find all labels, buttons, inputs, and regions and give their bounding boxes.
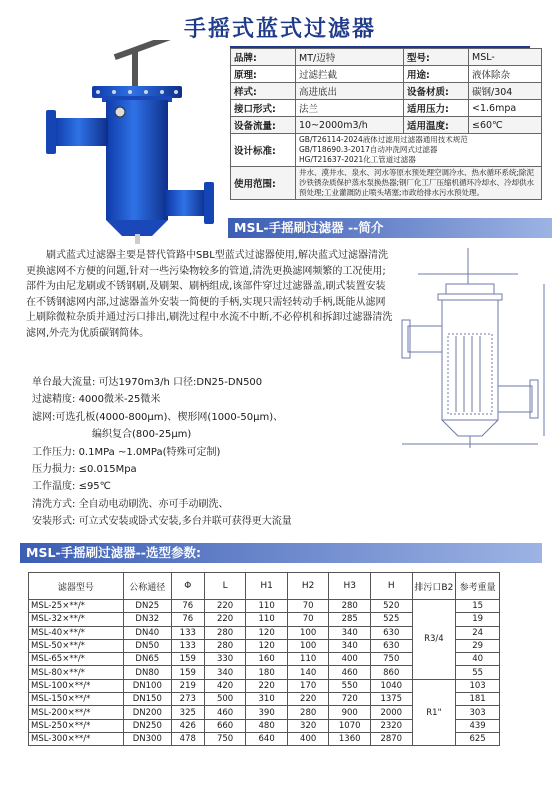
table-cell: DN65 xyxy=(123,653,171,666)
table-row xyxy=(29,679,500,692)
param-row xyxy=(32,391,412,408)
table-cell: 330 xyxy=(204,653,246,666)
table-cell: 220 xyxy=(246,679,288,692)
table-cell: 340 xyxy=(329,639,371,652)
param-key: 单台最大流量: xyxy=(32,377,96,388)
column-header: H1 xyxy=(246,573,288,600)
model-cell: MSL-250×**/* xyxy=(29,719,124,732)
table-cell: 478 xyxy=(171,732,204,745)
spec-row xyxy=(231,117,542,134)
weight-cell: 24 xyxy=(456,626,500,639)
spec-row xyxy=(231,100,542,117)
param-value: 可立式安装或卧式安装,多台并联可获得更大流量 xyxy=(78,516,292,528)
spec-key: 适用温度: xyxy=(404,117,469,134)
table-cell: 170 xyxy=(287,679,329,692)
table-cell: 120 xyxy=(246,639,288,652)
table-cell: DN250 xyxy=(123,719,171,732)
param-key: 过滤精度: xyxy=(32,394,76,406)
filter-product-image xyxy=(14,40,224,245)
spec-row xyxy=(231,49,542,66)
param-row xyxy=(32,496,412,513)
page-title: 手摇式蓝式过滤器 xyxy=(183,17,376,42)
param-value: 4000微米-25微米 xyxy=(78,394,161,406)
param-value: 编织复合(800-25μm) xyxy=(92,429,192,441)
param-row xyxy=(32,478,412,495)
weight-cell: 625 xyxy=(456,732,500,745)
spec-value: ≤60℃ xyxy=(469,117,542,134)
table-cell: 400 xyxy=(329,653,371,666)
table-cell: DN150 xyxy=(123,693,171,706)
table-cell: 159 xyxy=(171,653,204,666)
table-cell: 520 xyxy=(370,600,412,613)
table-cell: 325 xyxy=(171,706,204,719)
column-header: 公称通径 xyxy=(123,573,171,600)
table-cell: 390 xyxy=(246,706,288,719)
table-cell: 2870 xyxy=(370,732,412,745)
column-header: H2 xyxy=(287,573,329,600)
table-cell: 110 xyxy=(246,600,288,613)
table-cell: 640 xyxy=(246,732,288,745)
model-cell: MSL-40×**/* xyxy=(29,626,124,639)
spec-key: 品牌: xyxy=(231,49,296,66)
spec-row xyxy=(231,66,542,83)
table-cell: DN200 xyxy=(123,706,171,719)
table-cell: 280 xyxy=(287,706,329,719)
param-value: ≤0.015Mpa xyxy=(78,464,137,476)
table-cell: 70 xyxy=(287,613,329,626)
param-key: 工作压力: xyxy=(32,446,76,458)
table-cell: 133 xyxy=(171,626,204,639)
column-header: H xyxy=(370,573,412,600)
table-cell: 219 xyxy=(171,679,204,692)
spec-value: 过滤拦截 xyxy=(296,66,404,83)
param-row xyxy=(32,374,412,391)
spec-key: 样式: xyxy=(231,83,296,100)
table-cell: 220 xyxy=(204,600,246,613)
table-header-row xyxy=(29,573,500,600)
table-cell: 460 xyxy=(329,666,371,679)
table-cell: 525 xyxy=(370,613,412,626)
table-cell: 2000 xyxy=(370,706,412,719)
table-cell: 285 xyxy=(329,613,371,626)
spec-key: 设备流量: xyxy=(231,117,296,134)
spec-key: 使用范围: xyxy=(231,167,296,200)
spec-key: 设计标准: xyxy=(231,134,296,167)
table-cell: 280 xyxy=(204,626,246,639)
weight-cell: 55 xyxy=(456,666,500,679)
model-cell: MSL-100×**/* xyxy=(29,679,124,692)
model-cell: MSL-65×**/* xyxy=(29,653,124,666)
table-cell: 500 xyxy=(204,693,246,706)
spec-value: MT/迈特 xyxy=(296,49,404,66)
model-cell: MSL-200×**/* xyxy=(29,706,124,719)
param-key: 滤网: xyxy=(32,411,56,423)
table-cell: 110 xyxy=(287,653,329,666)
table-cell: 110 xyxy=(246,613,288,626)
column-header: 排污口B2 xyxy=(412,573,456,600)
table-row xyxy=(29,600,500,613)
param-key: 压力损力: xyxy=(32,464,76,476)
table-cell: 660 xyxy=(204,719,246,732)
spec-key: 原理: xyxy=(231,66,296,83)
model-cell: MSL-25×**/* xyxy=(29,600,124,613)
table-cell: 280 xyxy=(204,639,246,652)
table-cell: 460 xyxy=(204,706,246,719)
column-header: H3 xyxy=(329,573,371,600)
table-cell: 340 xyxy=(329,626,371,639)
param-value: 全自动电动刷洗、亦可手动刷洗、 xyxy=(78,498,229,510)
table-cell: 1360 xyxy=(329,732,371,745)
spec-value: 高进底出 xyxy=(296,83,404,100)
table-cell: 140 xyxy=(287,666,329,679)
table-cell: 420 xyxy=(204,679,246,692)
table-cell: 220 xyxy=(204,613,246,626)
spec-table xyxy=(230,48,542,200)
weight-cell: 29 xyxy=(456,639,500,652)
table-cell: DN80 xyxy=(123,666,171,679)
column-header: 滤器型号 xyxy=(29,573,124,600)
weight-cell: 40 xyxy=(456,653,500,666)
weight-cell: 15 xyxy=(456,600,500,613)
table-cell: 160 xyxy=(246,653,288,666)
table-cell: 320 xyxy=(287,719,329,732)
model-cell: MSL-150×**/* xyxy=(29,693,124,706)
spec-value: 10~2000m3/h xyxy=(296,117,404,134)
param-key: 安装形式: xyxy=(32,516,76,528)
table-cell: 340 xyxy=(204,666,246,679)
table-cell: 273 xyxy=(171,693,204,706)
table-cell: 900 xyxy=(329,706,371,719)
table-cell: 750 xyxy=(204,732,246,745)
weight-cell: 181 xyxy=(456,693,500,706)
spec-value: 法兰 xyxy=(296,100,404,117)
model-cell: MSL-32×**/* xyxy=(29,613,124,626)
spec-row xyxy=(231,83,542,100)
usage-text: 井水、漠井水、泉水、河水等原水预处理空调冷水、热水循环系统;除泥沙铁锈杂质保护蒸水泵换热器;钢厂化工厂压缩机循环冷却水、冷却供水预处理;工业灌溉防止喷头堵塞;市政给排水污水预处理。 xyxy=(296,167,542,200)
table-cell: 76 xyxy=(171,600,204,613)
table-cell: 120 xyxy=(246,626,288,639)
table-cell: 1070 xyxy=(329,719,371,732)
param-key: 工作温度: xyxy=(32,481,76,493)
param-key: 清洗方式: xyxy=(32,498,76,510)
param-row xyxy=(32,409,412,426)
spec-key: 设备材质: xyxy=(404,83,469,100)
standard-line: GB/T18690.3-2017自动冲洗网式过滤器 xyxy=(299,145,438,154)
spec-value: <1.6mpa xyxy=(469,100,542,117)
intro-paragraph: 刷式蓝式过滤器主要是替代管路中SBL型蓝式过滤器使用,解决蓝式过滤器清洗更换滤网不方便的问题,针对一些污染物较多的管道,清洗更换滤网频繁的工况使用;部件为由尼龙刷或不锈钢刷,及刷架、刷柄组成,该部件穿过过滤器盖,刷式装置安装在不锈钢滤网内部,过滤器盖外安装一简便的手柄,实现只需轻转动手柄,既能从滤网上刷除微粒杂质并通过污口排出,刷洗过程中水流不中断,不必停机和拆卸过滤器清洗滤网,外壳为优质碳钢简体。 xyxy=(26,250,393,339)
table-cell: 550 xyxy=(329,679,371,692)
param-row xyxy=(32,461,412,478)
standard-list xyxy=(296,134,542,167)
table-cell: 280 xyxy=(329,600,371,613)
weight-cell: 303 xyxy=(456,706,500,719)
parameter-list xyxy=(32,374,412,531)
table-cell: 1375 xyxy=(370,693,412,706)
param-row xyxy=(32,426,412,443)
table-cell: 630 xyxy=(370,626,412,639)
drain-cell: R3/4 xyxy=(412,600,456,680)
table-cell: 159 xyxy=(171,666,204,679)
spec-key: 适用压力: xyxy=(404,100,469,117)
spec-value: 碳钢/304 xyxy=(469,83,542,100)
param-value: 0.1MPa ~1.0MPa(特殊可定制) xyxy=(78,446,221,458)
spec-key: 用途: xyxy=(404,66,469,83)
table-cell: 1040 xyxy=(370,679,412,692)
spec-row-standard xyxy=(231,134,542,167)
table-cell: 100 xyxy=(287,626,329,639)
table-cell: 720 xyxy=(329,693,371,706)
standard-line: GB/T26114-2024液体过滤用过滤器通用技术规范 xyxy=(299,135,468,144)
standard-line: HG/T21637-2021化工管道过滤器 xyxy=(299,155,416,164)
spec-value: 液体除杂 xyxy=(469,66,542,83)
weight-cell: 439 xyxy=(456,719,500,732)
table-cell: 400 xyxy=(287,732,329,745)
spec-key: 型号: xyxy=(404,49,469,66)
table-cell: 630 xyxy=(370,639,412,652)
table-cell: 76 xyxy=(171,613,204,626)
table-cell: DN32 xyxy=(123,613,171,626)
drain-cell: R1" xyxy=(412,679,456,745)
table-cell: 426 xyxy=(171,719,204,732)
spec-row-usage xyxy=(231,167,542,200)
table-cell: DN50 xyxy=(123,639,171,652)
table-cell: 310 xyxy=(246,693,288,706)
spec-value: MSL- xyxy=(469,49,542,66)
table-cell: 70 xyxy=(287,600,329,613)
param-value: ≤95℃ xyxy=(78,481,111,493)
weight-cell: 103 xyxy=(456,679,500,692)
model-cell: MSL-80×**/* xyxy=(29,666,124,679)
filter-technical-drawing xyxy=(398,244,548,454)
column-header: L xyxy=(204,573,246,600)
param-value: 可选孔板(4000-800μm)、楔形网(1000-50μm)、 xyxy=(55,411,284,423)
table-cell: DN100 xyxy=(123,679,171,692)
column-header: 参考重量 xyxy=(456,573,500,600)
model-cell: MSL-50×**/* xyxy=(29,639,124,652)
param-row xyxy=(32,513,412,530)
selection-table xyxy=(28,572,500,746)
table-cell: DN40 xyxy=(123,626,171,639)
model-cell: MSL-300×**/* xyxy=(29,732,124,745)
table-cell: 220 xyxy=(287,693,329,706)
table-cell: 180 xyxy=(246,666,288,679)
table-cell: 860 xyxy=(370,666,412,679)
param-row xyxy=(32,444,412,461)
param-value: 可达1970m3/h 口径:DN25-DN500 xyxy=(98,377,263,388)
table-cell: DN25 xyxy=(123,600,171,613)
table-cell: 480 xyxy=(246,719,288,732)
table-cell: DN300 xyxy=(123,732,171,745)
table-cell: 2320 xyxy=(370,719,412,732)
selection-banner: MSL-手摇刷过滤器--选型参数: xyxy=(20,543,542,563)
intro-banner: MSL-手摇刷过滤器 --简介 xyxy=(228,218,552,238)
table-cell: 133 xyxy=(171,639,204,652)
table-cell: 750 xyxy=(370,653,412,666)
weight-cell: 19 xyxy=(456,613,500,626)
table-cell: 100 xyxy=(287,639,329,652)
spec-key: 接口形式: xyxy=(231,100,296,117)
column-header: Φ xyxy=(171,573,204,600)
